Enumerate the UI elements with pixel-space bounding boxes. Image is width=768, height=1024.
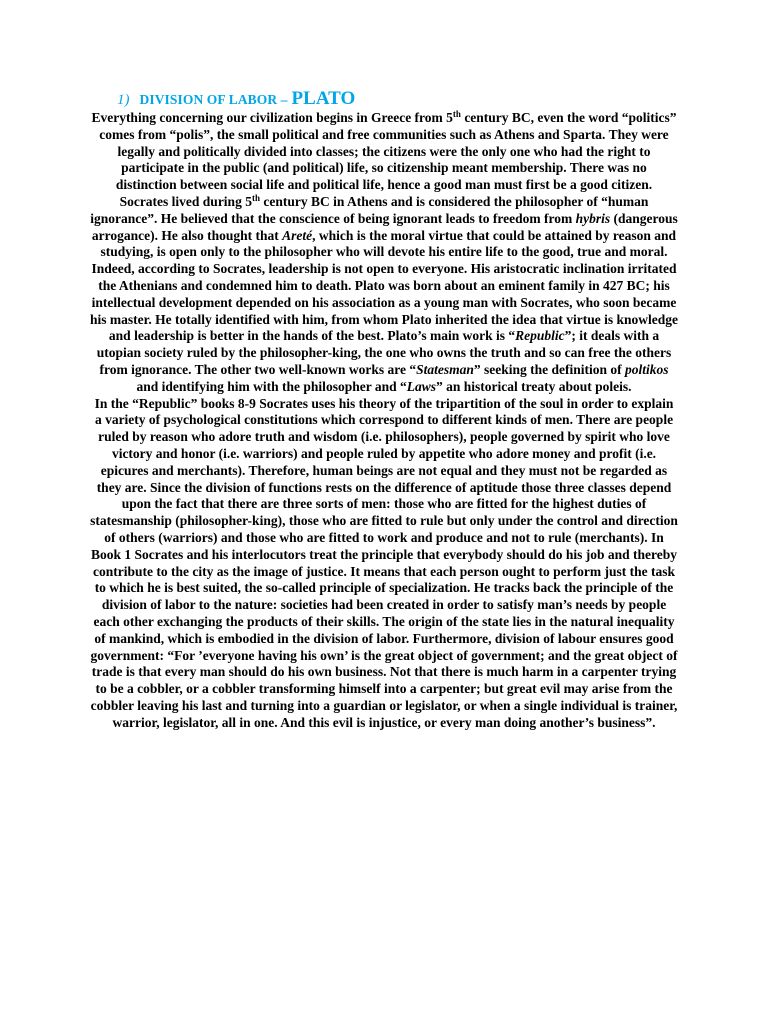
text-span: (dangerous arrogance). He also thought that: [91, 210, 678, 243]
text-span: ” seeking the definition of: [473, 361, 625, 377]
italic-title-republic: Republic: [515, 328, 565, 344]
italic-title-laws: Laws: [406, 378, 436, 394]
italic-term-hybris: hybris: [575, 210, 611, 226]
text-span: ”; it deals with a utopian society ruled by the philosopher-king, the one who owns the truth and so can free the others from ignorance. The other two well-known works are “: [96, 328, 672, 377]
section-number: 1): [117, 92, 130, 108]
italic-title-statesman: Statesman: [416, 361, 474, 377]
text-span: and identifying him with the philosopher and “: [136, 378, 407, 394]
section-heading: [117, 88, 355, 110]
paragraph-1: [90, 110, 678, 396]
superscript: th: [452, 109, 461, 119]
text-span: ” an historical treaty about poleis.: [435, 378, 632, 394]
text-span: century BC in Athens and is considered the philosopher of “human ignorance”. He believed that the conscience of being ignorant leads to freedom from: [90, 193, 649, 226]
paragraph-2: In the “Republic” books 8-9 Socrates uses his theory of the tripartition of the soul in order to explain a variety of psychological constitutions which correspond to different kinds of men. There are people ruled by reason who adore truth and wisdom (i.e. philosophers), people governed by spirit who love victory and honor (i.e. warriors) and people ruled by appetite who adore money and profit (i.e. epicures and merchants). Therefore, human beings are not equal and they must not be regarded as they are. Since the division of functions rests on the difference of aptitude those three classes depend upon the fact that there are three sorts of men: those who are fitted for the highest duties of statesmanship (philosopher-king), those who are fitted to rule but only under the control and direction of others (warriors) and those who are fitted to work and produce and not to rule (merchants). In Book 1 Socrates and his interlocutors treat the principle that everybody should do his job and thereby contribute to the city as the image of justice. It means that each person ought to perform just the task to which he is best suited, the so-called principle of specialization. He tracks back the principle of the division of labor to the nature: societies had been created in order to satisfy man’s needs by people each other exchanging the products of their skills. The origin of the state lies in the natural inequality of mankind, which is embodied in the division of labor. Furthermore, division of labour ensures good government: “For ’everyone having his own’ is the great object of government; and the great object of trade is that every man should do his own business. Not that there is much harm in a carpenter trying to be a cobbler, or a cobbler transforming himself into a carpenter; but great evil may arise from the cobbler leaving his last and turning into a guardian or legislator, or when a single individual is trainer, warrior, legislator, all in one. And this evil is injustice, or every man doing another’s business”.: [90, 395, 678, 730]
section-author: PLATO: [291, 88, 356, 109]
italic-term-arete: Areté: [282, 227, 313, 243]
text-span: Everything concerning our civilization begins in Greece from 5: [91, 110, 453, 125]
text-span: , which is the moral virtue that could be attained by reason and studying, is open only to the philosopher who will devote his entire life to the good, true and moral. Indeed, according to Socrates, leadership is not open to everyone. His aristocratic inclination irritated the Athenians and condemned him to death. Plato was born about an eminent family in 427 BC; his intellectual development depended on his association as a young man with Socrates, who soon became his master. He totally identified with him, from whom Plato inherited the idea that virtue is knowledge and leadership is better in the hands of the best. Plato’s main work is “: [90, 227, 678, 344]
body-text: [90, 110, 678, 731]
italic-term-poltikos: poltikos: [625, 361, 669, 377]
section-title: DIVISION OF LABOR –: [139, 92, 288, 107]
superscript: th: [251, 192, 260, 203]
text-span: century BC, even the word “politics” comes from “polis”, the small political and free communities such as Athens and Sparta. They were legally and politically divided into classes; the citizens were the only one who had the right to participate in the public (and political) life, so citizenship meant membership. There was no distinction between social life and political life, hence a good man must first be a good citizen. Socrates lived during 5: [99, 110, 677, 209]
